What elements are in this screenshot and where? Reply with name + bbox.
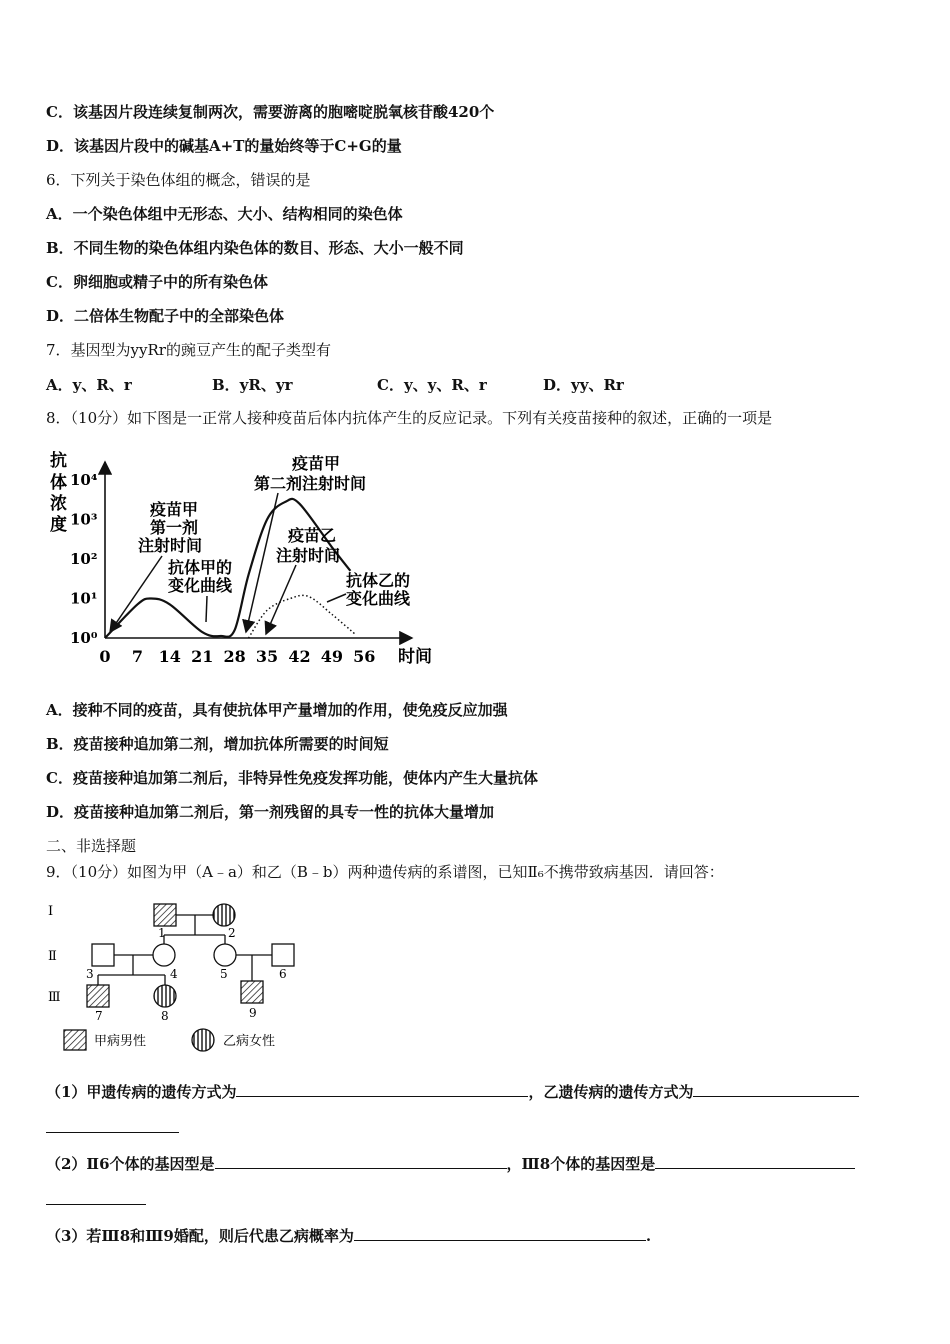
q9-part1-text-b: ，乙遗传病的遗传方式为 bbox=[528, 1083, 694, 1101]
individual-1 bbox=[154, 904, 176, 926]
individual-7 bbox=[87, 985, 109, 1007]
gen-label-ii: Ⅱ bbox=[48, 949, 57, 964]
individual-3 bbox=[92, 944, 114, 966]
id-3: 3 bbox=[86, 967, 94, 981]
individual-9 bbox=[241, 981, 263, 1003]
annot-vaccine-a-dose2-2: 第二剂注射时间 bbox=[254, 474, 367, 493]
individual-2 bbox=[213, 904, 235, 926]
x-tick-label: 7 bbox=[131, 647, 143, 666]
q9-part1-cont bbox=[46, 1116, 179, 1138]
individual-5 bbox=[214, 944, 236, 966]
blank-1b[interactable] bbox=[693, 1080, 859, 1097]
y-tick-label: 10³ bbox=[70, 510, 98, 529]
individual-4 bbox=[153, 944, 175, 966]
q8-stem: 8．（10分）如下图是一正常人接种疫苗后体内抗体产生的反应记录。下列有关疫苗接种的叙述，正确的一项是 bbox=[46, 409, 773, 427]
blank-1a[interactable] bbox=[236, 1080, 528, 1097]
legend-b-swatch bbox=[192, 1029, 214, 1051]
q9-part2-cont bbox=[46, 1188, 146, 1210]
svg-text:浓: 浓 bbox=[50, 494, 67, 514]
x-tick-label: 35 bbox=[255, 647, 279, 666]
annot-vaccine-a-dose1-2: 第一剂 bbox=[150, 518, 199, 537]
individual-8 bbox=[154, 985, 176, 1007]
pointer-dose2 bbox=[246, 493, 278, 632]
q7-option-a: A．y、R、r bbox=[46, 376, 132, 394]
q6-option-c: C．卵细胞或精子中的所有染色体 bbox=[46, 273, 268, 291]
q9-part2-text-a: （2）Ⅱ6个体的基因型是 bbox=[46, 1155, 215, 1173]
x-tick-label: 56 bbox=[353, 647, 376, 666]
annot-antibody-a-1: 抗体甲的 bbox=[168, 558, 233, 577]
annot-antibody-b-2: 变化曲线 bbox=[346, 589, 411, 608]
annot-vaccine-b-1: 疫苗乙 bbox=[288, 526, 337, 545]
q9-part1-text-a: （1）甲遗传病的遗传方式为 bbox=[46, 1083, 237, 1101]
x-tick-label: 28 bbox=[223, 647, 246, 666]
pointer-vaccine-b bbox=[266, 565, 296, 634]
pointer-dose1 bbox=[110, 556, 162, 632]
blank-2a[interactable] bbox=[215, 1152, 507, 1169]
section-heading: 二、非选择题 bbox=[46, 837, 137, 855]
x-tick-label: 42 bbox=[288, 647, 311, 666]
x-tick-label: 49 bbox=[320, 647, 344, 666]
svg-text:体: 体 bbox=[50, 473, 67, 493]
q9-part2 bbox=[46, 1152, 855, 1174]
individual-6 bbox=[272, 944, 294, 966]
q9-stem: 9．（10分）如图为甲（A﹣a）和乙（B﹣b）两种遗传病的系谱图，已知Ⅱ₆不携带致病基因．请回答： bbox=[46, 863, 724, 881]
q8-option-c: C．疫苗接种追加第二剂后，非特异性免疫发挥功能，使体内产生大量抗体 bbox=[46, 769, 538, 787]
blank-1c[interactable] bbox=[46, 1116, 179, 1133]
x-tick-label: 21 bbox=[191, 647, 214, 666]
id-2: 2 bbox=[228, 926, 236, 940]
gen-label-i: Ⅰ bbox=[48, 904, 54, 919]
blank-2c[interactable] bbox=[46, 1188, 146, 1205]
y-tick-label: 10¹ bbox=[70, 589, 98, 608]
pedigree-chart bbox=[40, 890, 310, 1060]
q7-option-c: C．y、y、R、r bbox=[377, 376, 487, 394]
q9-part2-text-b: ，Ⅲ8个体的基因型是 bbox=[506, 1155, 656, 1173]
annot-vaccine-a-dose1-3: 注射时间 bbox=[138, 536, 203, 555]
blank-3[interactable] bbox=[354, 1224, 646, 1241]
legend-a-swatch bbox=[64, 1030, 86, 1050]
id-9: 9 bbox=[249, 1006, 257, 1020]
q8-option-b: B．疫苗接种追加第二剂，增加抗体所需要的时间短 bbox=[46, 735, 389, 753]
q9-part3-end: . bbox=[645, 1227, 652, 1245]
legend-b-label: 乙病女性 bbox=[223, 1034, 276, 1049]
id-8: 8 bbox=[161, 1009, 169, 1023]
blank-2b[interactable] bbox=[655, 1152, 855, 1169]
id-6: 6 bbox=[279, 967, 287, 981]
annot-antibody-a-2: 变化曲线 bbox=[168, 576, 233, 595]
q9-part3-text-a: （3）若Ⅲ8和Ⅲ9婚配，则后代患乙病概率为 bbox=[46, 1227, 354, 1245]
pointer-curve-b bbox=[327, 594, 346, 602]
q8-option-d: D．疫苗接种追加第二剂后，第一剂残留的具专一性的抗体大量增加 bbox=[46, 803, 495, 821]
svg-text:度: 度 bbox=[50, 515, 67, 535]
id-1: 1 bbox=[158, 926, 166, 940]
q5-option-c: C．该基因片段连续复制两次，需要游离的胞嘧啶脱氧核苷酸420个 bbox=[46, 103, 495, 121]
id-5: 5 bbox=[220, 967, 228, 981]
q6-option-a: A．一个染色体组中无形态、大小、结构相同的染色体 bbox=[46, 205, 403, 223]
q9-part1 bbox=[46, 1080, 859, 1102]
q9-part3 bbox=[46, 1224, 651, 1246]
q7-option-b: B．yR、yr bbox=[212, 376, 293, 394]
x-axis-label: 时间 bbox=[398, 647, 432, 667]
annot-vaccine-a-dose2-1: 疫苗甲 bbox=[292, 454, 341, 473]
y-tick-label: 10⁰ bbox=[70, 629, 98, 647]
q5-option-d: D．该基因片段中的碱基A+T的量始终等于C+G的量 bbox=[46, 137, 402, 155]
q7-stem: 7．基因型为yyRr的豌豆产生的配子类型有 bbox=[46, 341, 331, 359]
gen-label-iii: Ⅲ bbox=[48, 990, 61, 1005]
pointer-curve-a bbox=[206, 596, 207, 622]
annot-vaccine-b-2: 注射时间 bbox=[276, 546, 341, 565]
y-axis-label bbox=[50, 450, 67, 535]
q6-option-d: D．二倍体生物配子中的全部染色体 bbox=[46, 307, 285, 325]
series-antibody-b-line bbox=[249, 595, 355, 638]
legend-a-label: 甲病男性 bbox=[94, 1034, 147, 1049]
antibody-chart bbox=[40, 448, 460, 676]
q7-option-d: D．yy、Rr bbox=[543, 376, 624, 394]
svg-text:抗: 抗 bbox=[50, 451, 67, 471]
x-tick-label: 0 bbox=[99, 647, 111, 666]
y-tick-label: 10⁴ bbox=[70, 471, 98, 489]
q6-stem: 6．下列关于染色体组的概念，错误的是 bbox=[46, 171, 311, 189]
id-7: 7 bbox=[95, 1009, 103, 1023]
q6-option-b: B．不同生物的染色体组内染色体的数目、形态、大小一般不同 bbox=[46, 239, 464, 257]
q8-option-a: A．接种不同的疫苗，具有使抗体甲产量增加的作用，使免疫反应加强 bbox=[46, 701, 508, 719]
id-4: 4 bbox=[170, 967, 178, 981]
y-tick-label: 10² bbox=[70, 550, 98, 568]
x-tick-label: 14 bbox=[158, 647, 181, 666]
annot-antibody-b-1: 抗体乙的 bbox=[346, 571, 411, 590]
annot-vaccine-a-dose1-1: 疫苗甲 bbox=[150, 500, 199, 519]
